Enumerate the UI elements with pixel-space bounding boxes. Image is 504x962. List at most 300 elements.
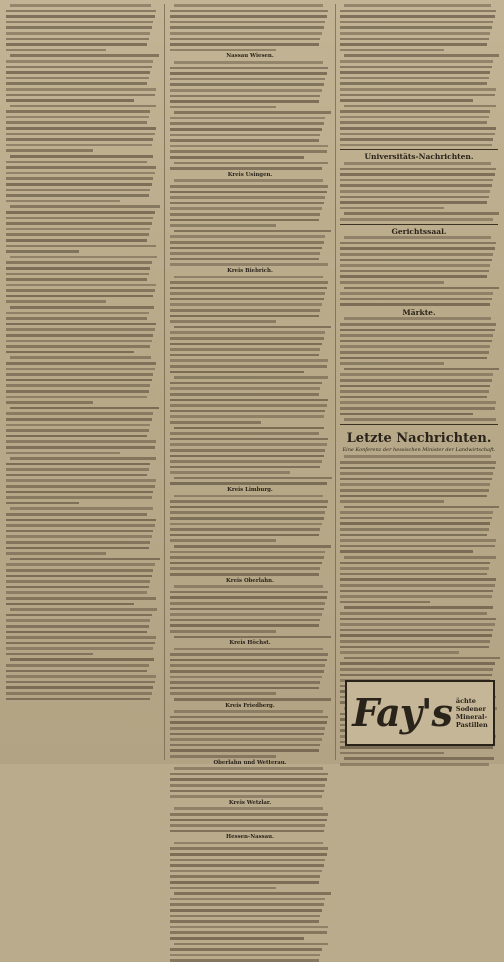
text-line: [170, 196, 325, 199]
text-line: [6, 362, 156, 365]
text-line: [170, 909, 322, 912]
text-line: [340, 21, 493, 24]
body-text-block: [170, 585, 330, 638]
text-line: [170, 898, 325, 901]
text-line: [170, 819, 327, 822]
text-line: [170, 156, 304, 159]
text-line: [340, 623, 495, 626]
body-text-block: [170, 61, 330, 170]
text-line: [340, 99, 473, 102]
text-line: [174, 230, 331, 233]
text-line: [170, 258, 319, 261]
text-line: [340, 545, 495, 548]
column-3: [340, 4, 498, 760]
text-line: [170, 432, 319, 435]
text-line: [170, 744, 320, 747]
text-line: [170, 337, 324, 340]
text-line: [344, 657, 500, 660]
text-line: [170, 602, 325, 605]
ad-side-line: Pastillen: [455, 721, 488, 729]
text-line: [170, 500, 328, 503]
text-line: [6, 250, 79, 253]
column-rule: [164, 4, 165, 760]
text-line: [340, 345, 490, 348]
text-line: [340, 323, 496, 326]
text-line: [6, 575, 152, 578]
text-line: [170, 613, 322, 616]
section-heading: Kreis Wetzlar.: [228, 799, 272, 806]
text-line: [170, 887, 276, 890]
text-line: [170, 32, 322, 35]
text-line: [6, 468, 149, 471]
text-line: [6, 463, 150, 466]
text-line: [6, 267, 150, 270]
text-line: [340, 144, 492, 147]
text-line: [340, 573, 487, 576]
text-line: [344, 757, 494, 760]
text-line: [6, 328, 155, 331]
text-line: [170, 687, 319, 690]
text-line: [170, 562, 322, 565]
text-line: [6, 127, 156, 130]
body-text-block: [340, 236, 498, 306]
text-line: [170, 67, 328, 70]
text-line: [6, 379, 152, 382]
text-line: [6, 10, 156, 13]
text-line: [170, 100, 319, 103]
text-line: [170, 21, 325, 24]
text-line: [344, 287, 499, 290]
text-line: [170, 320, 276, 323]
section-heading: Kreis Usingen.: [227, 171, 273, 178]
body-text-block: [340, 317, 498, 420]
text-line: [170, 404, 327, 407]
divider: [340, 224, 498, 225]
text-line: [340, 49, 444, 52]
text-line: [340, 595, 492, 598]
text-line: [170, 410, 325, 413]
text-line: [340, 110, 490, 113]
text-line: [340, 32, 490, 35]
text-line: [6, 664, 149, 667]
text-line: [170, 247, 322, 250]
text-line: [6, 591, 147, 594]
text-line: [6, 82, 147, 85]
text-line: [340, 483, 490, 486]
text-line: [170, 298, 324, 301]
text-line: [6, 228, 150, 231]
text-line: [10, 658, 154, 661]
text-line: [344, 54, 499, 57]
text-line: [340, 66, 492, 69]
text-line: [170, 449, 325, 452]
text-line: [170, 241, 324, 244]
text-line: [340, 357, 487, 360]
text-line: [6, 239, 147, 242]
text-line: [340, 584, 495, 587]
body-text-block: [170, 767, 330, 798]
text-line: [170, 556, 324, 559]
text-line: [174, 585, 323, 588]
text-line: [174, 545, 331, 548]
text-line: [170, 915, 320, 918]
text-line: [340, 138, 493, 141]
column-rule: [335, 4, 336, 760]
text-line: [6, 189, 150, 192]
text-line: [170, 219, 319, 222]
text-line: [340, 752, 444, 755]
text-line: [6, 26, 152, 29]
text-line: [10, 407, 159, 410]
text-line: [340, 38, 489, 41]
text-line: [340, 329, 495, 332]
text-line: [170, 303, 322, 306]
text-line: [340, 522, 490, 525]
text-line: [344, 236, 491, 239]
ad-brand: Fay's: [352, 690, 452, 735]
text-line: [6, 390, 149, 393]
text-line: [6, 485, 155, 488]
text-line: [170, 824, 325, 827]
text-line: [170, 10, 328, 13]
text-line: [340, 674, 492, 677]
text-line: [170, 534, 319, 537]
text-line: [340, 646, 489, 649]
text-line: [170, 864, 324, 867]
text-line: [174, 698, 331, 701]
text-line: [6, 43, 147, 46]
text-line: [170, 813, 328, 816]
text-line: [10, 256, 157, 259]
text-line: [170, 506, 327, 509]
text-line: [170, 399, 328, 402]
text-line: [170, 528, 320, 531]
text-line: [340, 60, 493, 63]
text-line: [10, 608, 157, 611]
text-line: [10, 155, 153, 158]
text-line: [6, 110, 150, 113]
text-line: [170, 727, 325, 730]
text-line: [170, 870, 322, 873]
text-line: [170, 365, 327, 368]
text-line: [340, 662, 495, 665]
column-2: [170, 4, 330, 841]
text-line: [6, 396, 147, 399]
text-line: [340, 253, 493, 256]
text-line: [340, 528, 489, 531]
text-line: [170, 664, 325, 667]
text-line: [170, 252, 320, 255]
text-line: [344, 368, 499, 371]
text-line: [6, 340, 152, 343]
text-line: [170, 596, 327, 599]
text-line: [340, 196, 489, 199]
ad-side-line: Sodener: [455, 705, 486, 713]
text-line: [344, 506, 499, 509]
section-heading: Kreis Friedberg.: [225, 702, 275, 709]
text-line: [340, 15, 495, 18]
text-line: [6, 94, 155, 97]
text-line: [6, 200, 120, 203]
text-line: [170, 95, 320, 98]
text-line: [170, 387, 320, 390]
text-line: [170, 359, 328, 362]
text-line: [340, 629, 493, 632]
text-line: [170, 202, 324, 205]
section-heading: Märkte.: [402, 307, 436, 317]
text-line: [170, 847, 328, 850]
text-line: [340, 467, 495, 470]
body-text-block: [340, 4, 498, 146]
text-line: [340, 201, 487, 204]
text-line: [340, 77, 489, 80]
text-line: [170, 309, 320, 312]
latest-news-title: Letzte Nachrichten.: [346, 430, 492, 446]
text-line: [6, 32, 150, 35]
text-line: [170, 738, 322, 741]
text-line: [170, 106, 276, 109]
text-line: [340, 275, 487, 278]
text-line: [6, 289, 155, 292]
text-line: [6, 552, 106, 555]
text-line: [6, 586, 149, 589]
text-line: [6, 284, 156, 287]
text-line: [6, 491, 153, 494]
text-line: [6, 603, 134, 606]
text-line: [170, 72, 327, 75]
text-line: [6, 614, 152, 617]
text-line: [170, 393, 319, 396]
text-line: [170, 670, 324, 673]
text-line: [170, 185, 328, 188]
text-line: [344, 455, 491, 458]
text-line: [6, 524, 155, 527]
text-line: [340, 590, 493, 593]
text-line: [170, 773, 328, 776]
text-line: [6, 351, 134, 354]
text-line: [340, 562, 490, 565]
text-line: [340, 390, 489, 393]
text-line: [340, 88, 496, 91]
text-line: [170, 954, 320, 957]
text-line: [170, 608, 324, 611]
text-line: [6, 373, 153, 376]
text-line: [6, 547, 149, 550]
body-text-block: [170, 4, 330, 51]
text-line: [6, 429, 149, 432]
text-line: [6, 686, 153, 689]
text-line: [6, 300, 106, 303]
body-text-block: [170, 807, 330, 832]
text-line: [6, 149, 93, 152]
text-line: [6, 474, 147, 477]
text-line: [340, 207, 444, 210]
text-line: [170, 150, 327, 153]
text-line: [340, 362, 444, 365]
text-line: [6, 446, 155, 449]
body-text-block: [170, 648, 330, 701]
text-line: [170, 790, 324, 793]
body-text-block: [170, 276, 330, 486]
text-line: [170, 460, 322, 463]
text-line: [170, 466, 320, 469]
text-line: [340, 270, 489, 273]
text-line: [10, 457, 156, 460]
text-line: [174, 179, 323, 182]
text-line: [6, 580, 150, 583]
text-line: [170, 382, 322, 385]
text-line: [6, 245, 156, 248]
text-line: [170, 619, 320, 622]
text-line: [340, 10, 496, 13]
text-line: [174, 427, 324, 430]
text-line: [340, 43, 487, 46]
text-line: [344, 317, 491, 320]
text-line: [340, 539, 496, 542]
text-line: [170, 755, 276, 758]
text-line: [340, 179, 493, 182]
text-line: [340, 534, 487, 537]
text-line: [10, 507, 153, 510]
text-line: [340, 264, 490, 267]
text-line: [170, 348, 320, 351]
text-line: [170, 134, 320, 137]
text-line: [6, 502, 79, 505]
text-line: [10, 356, 151, 359]
text-line: [6, 38, 149, 41]
text-line: [174, 376, 328, 379]
section-heading: Gerichtssaal.: [391, 226, 447, 236]
text-line: [6, 692, 152, 695]
text-line: [340, 396, 487, 399]
text-line: [6, 121, 147, 124]
text-line: [340, 379, 492, 382]
text-line: [6, 334, 153, 337]
text-line: [6, 323, 156, 326]
text-line: [170, 287, 327, 290]
text-line: [174, 842, 323, 845]
section-heading: Kreis Höchst.: [229, 640, 271, 647]
text-line: [340, 259, 492, 262]
text-line: [6, 161, 147, 164]
text-line: [174, 943, 328, 946]
text-line: [6, 77, 149, 80]
text-line: [170, 235, 325, 238]
body-text-block: [170, 179, 330, 266]
text-line: [6, 642, 155, 645]
body-text-block: [170, 495, 330, 576]
text-line: [6, 519, 156, 522]
text-line: [340, 173, 495, 176]
text-line: [340, 281, 444, 284]
ad-side-line: Mineral-: [455, 713, 488, 721]
text-line: [170, 43, 319, 46]
text-line: [174, 111, 331, 114]
text-line: [174, 4, 323, 7]
text-line: [170, 371, 304, 374]
text-line: [340, 292, 493, 295]
text-line: [6, 563, 155, 566]
section-heading: Oberlahn und Wetterau.: [213, 759, 287, 766]
text-line: [170, 455, 324, 458]
text-line: [6, 295, 153, 298]
text-line: [340, 298, 492, 301]
text-line: [340, 407, 495, 410]
text-line: [170, 281, 328, 284]
text-line: [170, 292, 325, 295]
text-line: [170, 721, 327, 724]
text-line: [6, 619, 150, 622]
text-line: [340, 517, 492, 520]
text-line: [6, 368, 155, 371]
ad-side-line: ächte: [455, 697, 476, 705]
text-line: [340, 242, 496, 245]
text-line: [340, 71, 490, 74]
section-heading: Hessen-Nassau.: [226, 834, 274, 841]
text-line: [170, 83, 324, 86]
text-line: [170, 948, 322, 951]
text-line: [6, 435, 147, 438]
text-line: [6, 418, 152, 421]
text-line: [170, 145, 328, 148]
text-line: [6, 424, 150, 427]
ad-brand-side: [456, 697, 488, 729]
text-line: [6, 530, 153, 533]
text-line: [340, 651, 459, 654]
text-line: [344, 212, 499, 215]
text-line: [340, 385, 490, 388]
text-line: [6, 535, 152, 538]
text-line: [170, 778, 327, 781]
text-line: [10, 54, 159, 57]
text-line: [170, 630, 276, 633]
text-line: [170, 122, 324, 125]
section-heading: Universitäts-Nachrichten.: [364, 152, 474, 162]
text-line: [340, 461, 496, 464]
text-line: [170, 482, 327, 485]
text-line: [340, 116, 489, 119]
text-line: [6, 15, 155, 18]
section-heading: Kreis Biebrich.: [227, 267, 273, 274]
text-line: [6, 273, 149, 276]
text-line: [170, 716, 328, 719]
text-line: [170, 471, 290, 474]
text-line: [170, 78, 325, 81]
text-line: [170, 38, 320, 41]
text-line: [6, 222, 152, 225]
text-line: [340, 578, 496, 581]
text-line: [6, 513, 147, 516]
advertisement: [345, 680, 495, 746]
text-line: [344, 4, 491, 7]
latest-news-subtitle: Eine Konferenz der hessischen Minister der Landwirtschaft.: [342, 446, 496, 453]
text-line: [340, 26, 492, 29]
text-line: [340, 218, 493, 221]
text-line: [170, 26, 324, 29]
body-text-block: [170, 710, 330, 757]
text-line: [170, 421, 261, 424]
body-text-block: [340, 162, 498, 221]
text-line: [340, 550, 473, 553]
text-line: [340, 640, 490, 643]
column-1: [6, 4, 158, 760]
text-line: [170, 343, 322, 346]
text-line: [340, 511, 493, 514]
text-line: [170, 903, 324, 906]
text-line: [340, 373, 493, 376]
text-line: [174, 276, 323, 279]
text-line: [340, 127, 496, 130]
